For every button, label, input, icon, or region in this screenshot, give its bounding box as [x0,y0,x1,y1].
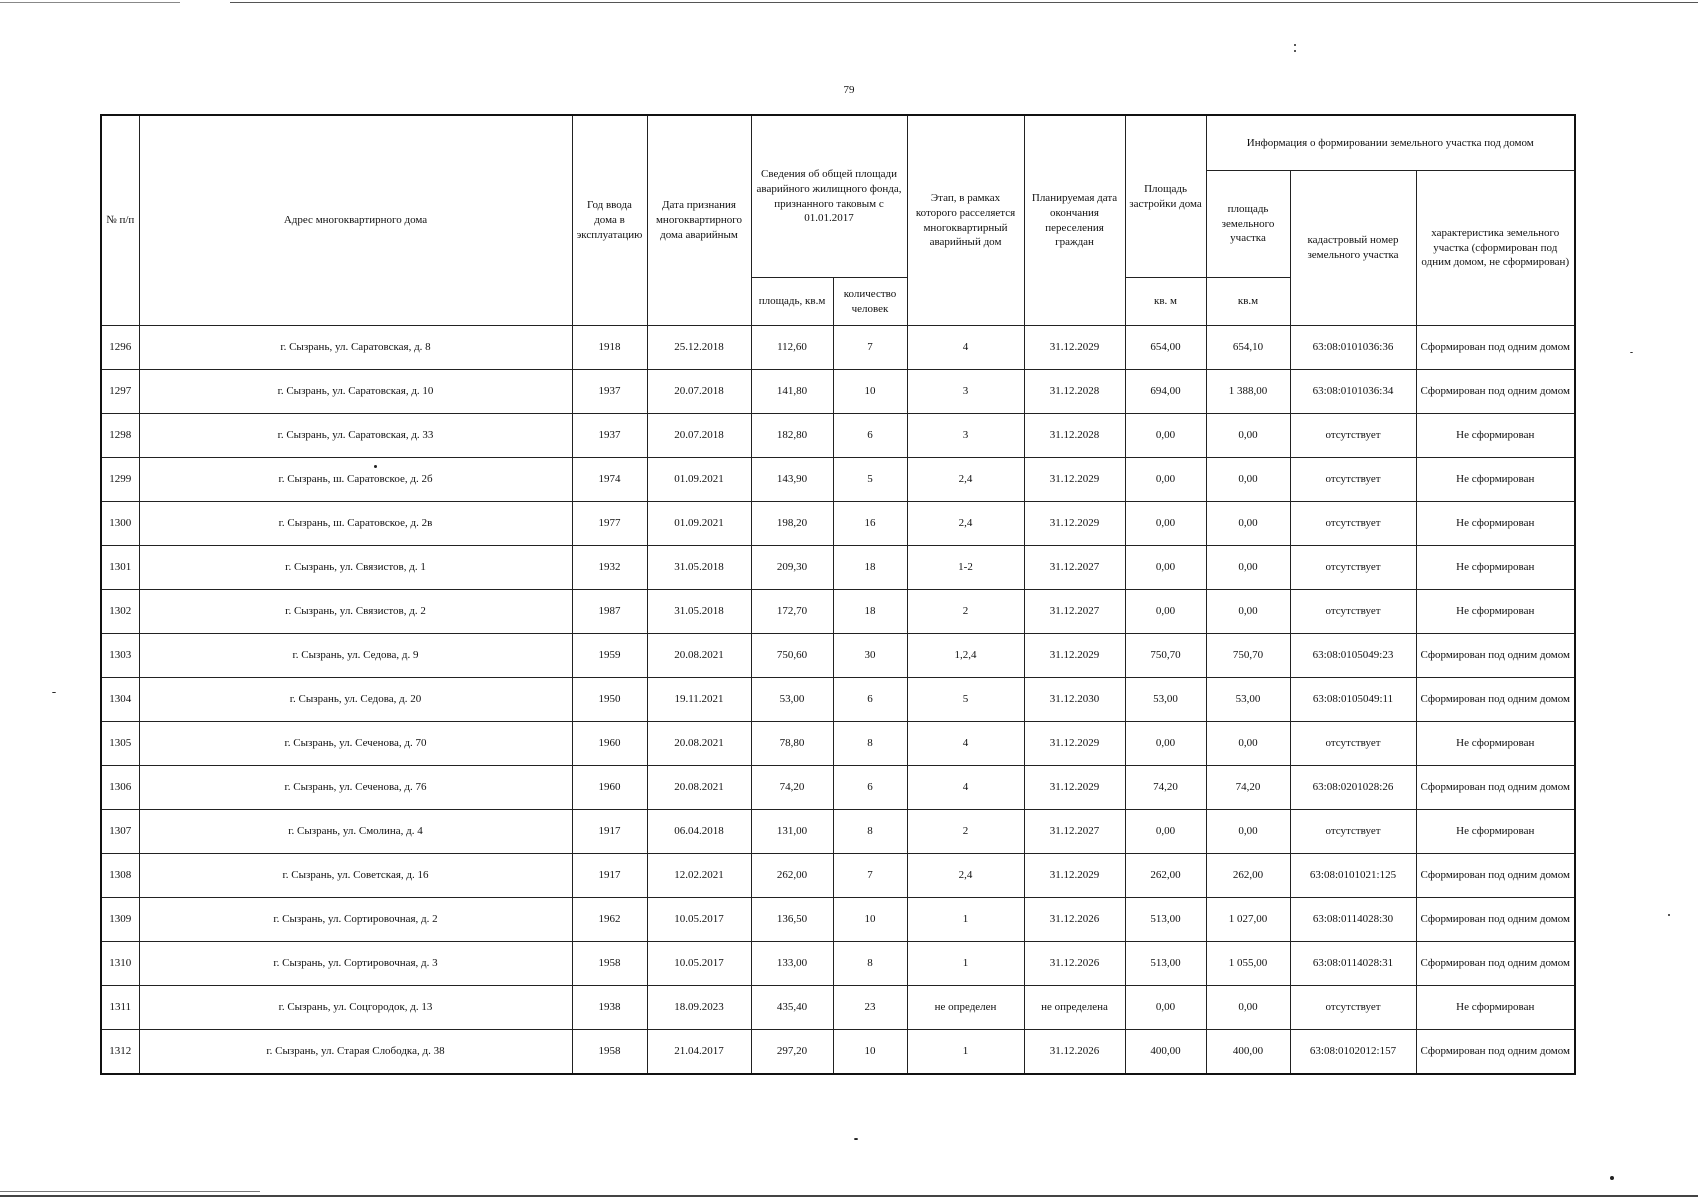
cell-num: 1303 [101,634,139,678]
cell-building-area: 654,00 [1125,326,1206,370]
cell-land-char: Сформирован под одним домом [1416,1030,1575,1075]
cell-area: 262,00 [751,854,833,898]
cell-date: 12.02.2021 [647,854,751,898]
cell-num: 1306 [101,766,139,810]
cell-stage: 1-2 [907,546,1024,590]
cell-building-area: 0,00 [1125,546,1206,590]
cell-land-area: 0,00 [1206,502,1290,546]
cell-land-area: 0,00 [1206,546,1290,590]
cell-land-char: Не сформирован [1416,722,1575,766]
scan-edge-line [0,1195,1698,1197]
header-stage: Этап, в рамках которого расселяется многоквартирный аварийный дом [907,115,1024,326]
cell-address: г. Сызрань, ул. Саратовская, д. 8 [139,326,572,370]
cell-year: 1987 [572,590,647,634]
cell-year: 1958 [572,1030,647,1075]
cell-address: г. Сызрань, ул. Связистов, д. 1 [139,546,572,590]
cell-building-area: 0,00 [1125,810,1206,854]
cell-people: 6 [833,678,907,722]
cell-cadastral: отсутствует [1290,722,1416,766]
cell-people: 10 [833,898,907,942]
cell-land-area: 0,00 [1206,722,1290,766]
cell-planned-end: 31.12.2026 [1024,1030,1125,1075]
cell-year: 1960 [572,766,647,810]
cell-land-char: Не сформирован [1416,590,1575,634]
header-land-char: характеристика земельного участка (сформирован под одним домом, не сформирован) [1416,171,1575,326]
cell-num: 1297 [101,370,139,414]
cell-date: 31.05.2018 [647,546,751,590]
cell-area: 143,90 [751,458,833,502]
cell-date: 20.07.2018 [647,414,751,458]
cell-area: 53,00 [751,678,833,722]
header-people-count: количество человек [833,278,907,326]
cell-date: 10.05.2017 [647,898,751,942]
cell-planned-end: 31.12.2029 [1024,458,1125,502]
cell-cadastral: 63:08:0105049:23 [1290,634,1416,678]
table-row [101,810,1575,854]
cell-num: 1307 [101,810,139,854]
cell-people: 8 [833,722,907,766]
cell-building-area: 0,00 [1125,502,1206,546]
header-building-area: Площадь застройки дома [1125,115,1206,278]
cell-people: 10 [833,1030,907,1075]
table-row [101,766,1575,810]
cell-cadastral: 63:08:0114028:31 [1290,942,1416,986]
cell-land-area: 0,00 [1206,810,1290,854]
cell-address: г. Сызрань, ул. Сортировочная, д. 2 [139,898,572,942]
cell-area: 209,30 [751,546,833,590]
cell-date: 18.09.2023 [647,986,751,1030]
cell-planned-end: 31.12.2028 [1024,414,1125,458]
cell-planned-end: 31.12.2027 [1024,810,1125,854]
cell-year: 1938 [572,986,647,1030]
cell-stage: 1 [907,942,1024,986]
cell-date: 01.09.2021 [647,458,751,502]
cell-people: 6 [833,766,907,810]
header-land-area: площадь земельного участка [1206,171,1290,278]
header-land-area-unit: кв.м [1206,278,1290,326]
cell-people: 6 [833,414,907,458]
header-area-sqm: площадь, кв.м [751,278,833,326]
cell-num: 1310 [101,942,139,986]
cell-area: 182,80 [751,414,833,458]
cell-building-area: 513,00 [1125,942,1206,986]
cell-people: 8 [833,810,907,854]
cell-cadastral: отсутствует [1290,458,1416,502]
cell-cadastral: отсутствует [1290,986,1416,1030]
cell-cadastral: отсутствует [1290,502,1416,546]
cell-land-char: Сформирован под одним домом [1416,326,1575,370]
cell-land-area: 0,00 [1206,590,1290,634]
cell-building-area: 0,00 [1125,414,1206,458]
housing-registry-table [100,114,1576,1075]
cell-land-area: 654,10 [1206,326,1290,370]
cell-date: 31.05.2018 [647,590,751,634]
header-planned-end: Планируемая дата окончания переселения граждан [1024,115,1125,326]
cell-land-area: 0,00 [1206,986,1290,1030]
cell-people: 5 [833,458,907,502]
cell-area: 297,20 [751,1030,833,1075]
table-row [101,1030,1575,1075]
cell-people: 18 [833,590,907,634]
cell-num: 1296 [101,326,139,370]
cell-year: 1959 [572,634,647,678]
table-row [101,414,1575,458]
header-area-info: Сведения об общей площади аварийного жилищного фонда, признанного таковым с 01.01.2017 [751,115,907,278]
table-row [101,898,1575,942]
header-num: № п/п [101,115,139,326]
cell-cadastral: отсутствует [1290,590,1416,634]
cell-building-area: 262,00 [1125,854,1206,898]
cell-land-area: 750,70 [1206,634,1290,678]
scan-speck [1294,50,1296,52]
scan-speck [1610,1176,1614,1180]
cell-address: г. Сызрань, ул. Советская, д. 16 [139,854,572,898]
cell-planned-end: 31.12.2026 [1024,898,1125,942]
cell-date: 20.08.2021 [647,722,751,766]
scan-edge-line [230,2,1698,3]
cell-land-char: Не сформирован [1416,502,1575,546]
cell-address: г. Сызрань, ул. Сеченова, д. 76 [139,766,572,810]
cell-people: 16 [833,502,907,546]
cell-year: 1962 [572,898,647,942]
cell-land-area: 1 027,00 [1206,898,1290,942]
cell-cadastral: отсутствует [1290,810,1416,854]
cell-planned-end: 31.12.2029 [1024,854,1125,898]
cell-planned-end: 31.12.2029 [1024,722,1125,766]
cell-building-area: 53,00 [1125,678,1206,722]
table-row [101,370,1575,414]
table-row [101,986,1575,1030]
cell-stage: не определен [907,986,1024,1030]
cell-address: г. Сызрань, ул. Саратовская, д. 10 [139,370,572,414]
cell-cadastral: отсутствует [1290,414,1416,458]
cell-num: 1298 [101,414,139,458]
cell-date: 20.08.2021 [647,634,751,678]
cell-building-area: 0,00 [1125,590,1206,634]
cell-address: г. Сызрань, ул. Сеченова, д. 70 [139,722,572,766]
table-row [101,854,1575,898]
cell-land-char: Не сформирован [1416,810,1575,854]
cell-planned-end: не определена [1024,986,1125,1030]
cell-year: 1932 [572,546,647,590]
cell-date: 21.04.2017 [647,1030,751,1075]
cell-planned-end: 31.12.2027 [1024,590,1125,634]
header-address: Адрес многоквартирного дома [139,115,572,326]
table-row [101,326,1575,370]
cell-num: 1309 [101,898,139,942]
cell-area: 78,80 [751,722,833,766]
cell-area: 112,60 [751,326,833,370]
scan-speck [1668,914,1670,916]
cell-cadastral: 63:08:0101036:36 [1290,326,1416,370]
cell-stage: 3 [907,370,1024,414]
cell-people: 7 [833,326,907,370]
cell-planned-end: 31.12.2029 [1024,326,1125,370]
table-row [101,942,1575,986]
cell-address: г. Сызрань, ул. Смолина, д. 4 [139,810,572,854]
cell-num: 1301 [101,546,139,590]
cell-stage: 3 [907,414,1024,458]
cell-land-area: 1 388,00 [1206,370,1290,414]
cell-area: 750,60 [751,634,833,678]
cell-land-area: 0,00 [1206,414,1290,458]
cell-land-char: Не сформирован [1416,546,1575,590]
cell-planned-end: 31.12.2029 [1024,634,1125,678]
cell-land-char: Сформирован под одним домом [1416,854,1575,898]
cell-people: 8 [833,942,907,986]
cell-year: 1918 [572,326,647,370]
table-row [101,546,1575,590]
cell-planned-end: 31.12.2029 [1024,766,1125,810]
cell-cadastral: 63:08:0201028:26 [1290,766,1416,810]
cell-planned-end: 31.12.2030 [1024,678,1125,722]
cell-land-char: Сформирован под одним домом [1416,766,1575,810]
header-cadastral: кадастровый номер земельного участка [1290,171,1416,326]
scan-edge-line [0,1191,260,1192]
cell-date: 19.11.2021 [647,678,751,722]
cell-address: г. Сызрань, ул. Саратовская, д. 33 [139,414,572,458]
cell-num: 1308 [101,854,139,898]
header-land-info: Информация о формировании земельного участка под домом [1206,115,1575,171]
cell-year: 1950 [572,678,647,722]
cell-address: г. Сызрань, ул. Старая Слободка, д. 38 [139,1030,572,1075]
cell-stage: 4 [907,326,1024,370]
cell-address: г. Сызрань, ул. Связистов, д. 2 [139,590,572,634]
cell-year: 1917 [572,810,647,854]
header-date-recognized: Дата признания многоквартирного дома аварийным [647,115,751,326]
cell-year: 1977 [572,502,647,546]
cell-land-char: Не сформирован [1416,414,1575,458]
cell-area: 131,00 [751,810,833,854]
page-number: 79 [843,84,855,96]
cell-land-char: Сформирован под одним домом [1416,634,1575,678]
cell-land-char: Не сформирован [1416,986,1575,1030]
cell-num: 1312 [101,1030,139,1075]
cell-land-area: 262,00 [1206,854,1290,898]
cell-area: 198,20 [751,502,833,546]
cell-date: 01.09.2021 [647,502,751,546]
cell-building-area: 74,20 [1125,766,1206,810]
table-row [101,502,1575,546]
cell-stage: 4 [907,722,1024,766]
cell-land-area: 53,00 [1206,678,1290,722]
cell-num: 1305 [101,722,139,766]
cell-cadastral: 63:08:0101036:34 [1290,370,1416,414]
cell-area: 435,40 [751,986,833,1030]
cell-land-char: Сформирован под одним домом [1416,898,1575,942]
cell-stage: 5 [907,678,1024,722]
cell-stage: 1,2,4 [907,634,1024,678]
cell-cadastral: 63:08:0105049:11 [1290,678,1416,722]
scan-speck [1294,44,1296,46]
cell-year: 1974 [572,458,647,502]
cell-land-area: 1 055,00 [1206,942,1290,986]
cell-cadastral: 63:08:0102012:157 [1290,1030,1416,1075]
header-year: Год ввода дома в эксплуатацию [572,115,647,326]
cell-area: 74,20 [751,766,833,810]
cell-planned-end: 31.12.2029 [1024,502,1125,546]
cell-land-char: Сформирован под одним домом [1416,370,1575,414]
cell-cadastral: 63:08:0114028:30 [1290,898,1416,942]
cell-address: г. Сызрань, ул. Седова, д. 20 [139,678,572,722]
cell-area: 133,00 [751,942,833,986]
cell-land-char: Сформирован под одним домом [1416,942,1575,986]
cell-date: 06.04.2018 [647,810,751,854]
cell-land-area: 74,20 [1206,766,1290,810]
cell-stage: 2,4 [907,502,1024,546]
table-body [101,326,1575,1075]
header-building-area-unit: кв. м [1125,278,1206,326]
cell-year: 1958 [572,942,647,986]
cell-date: 20.07.2018 [647,370,751,414]
cell-num: 1302 [101,590,139,634]
cell-stage: 4 [907,766,1024,810]
cell-planned-end: 31.12.2026 [1024,942,1125,986]
cell-building-area: 750,70 [1125,634,1206,678]
cell-people: 7 [833,854,907,898]
cell-planned-end: 31.12.2028 [1024,370,1125,414]
cell-cadastral: 63:08:0101021:125 [1290,854,1416,898]
scan-edge-line [0,2,180,3]
cell-stage: 2 [907,810,1024,854]
cell-year: 1937 [572,414,647,458]
cell-date: 25.12.2018 [647,326,751,370]
cell-building-area: 400,00 [1125,1030,1206,1075]
cell-num: 1300 [101,502,139,546]
cell-year: 1937 [572,370,647,414]
cell-date: 20.08.2021 [647,766,751,810]
table-row [101,722,1575,766]
scan-speck [52,692,56,693]
cell-land-area: 400,00 [1206,1030,1290,1075]
table-row [101,590,1575,634]
table-row [101,678,1575,722]
cell-stage: 2,4 [907,458,1024,502]
cell-people: 18 [833,546,907,590]
cell-year: 1960 [572,722,647,766]
cell-people: 23 [833,986,907,1030]
cell-num: 1311 [101,986,139,1030]
cell-people: 10 [833,370,907,414]
cell-address: г. Сызрань, ул. Соцгородок, д. 13 [139,986,572,1030]
cell-address: г. Сызрань, ш. Саратовское, д. 2в [139,502,572,546]
cell-building-area: 694,00 [1125,370,1206,414]
cell-date: 10.05.2017 [647,942,751,986]
cell-year: 1917 [572,854,647,898]
table-header [101,115,1575,326]
cell-cadastral: отсутствует [1290,546,1416,590]
cell-address: г. Сызрань, ул. Седова, д. 9 [139,634,572,678]
table-row [101,458,1575,502]
cell-address: г. Сызрань, ш. Саратовское, д. 2б [139,458,572,502]
cell-num: 1304 [101,678,139,722]
cell-stage: 2,4 [907,854,1024,898]
cell-people: 30 [833,634,907,678]
scan-speck [1630,352,1633,353]
cell-area: 136,50 [751,898,833,942]
cell-area: 172,70 [751,590,833,634]
cell-land-char: Не сформирован [1416,458,1575,502]
cell-stage: 2 [907,590,1024,634]
cell-building-area: 0,00 [1125,458,1206,502]
cell-address: г. Сызрань, ул. Сортировочная, д. 3 [139,942,572,986]
cell-stage: 1 [907,898,1024,942]
cell-land-area: 0,00 [1206,458,1290,502]
cell-stage: 1 [907,1030,1024,1075]
cell-planned-end: 31.12.2027 [1024,546,1125,590]
scan-speck [854,1138,858,1140]
cell-area: 141,80 [751,370,833,414]
cell-land-char: Сформирован под одним домом [1416,678,1575,722]
table-row [101,634,1575,678]
cell-num: 1299 [101,458,139,502]
cell-building-area: 0,00 [1125,986,1206,1030]
cell-building-area: 0,00 [1125,722,1206,766]
cell-building-area: 513,00 [1125,898,1206,942]
